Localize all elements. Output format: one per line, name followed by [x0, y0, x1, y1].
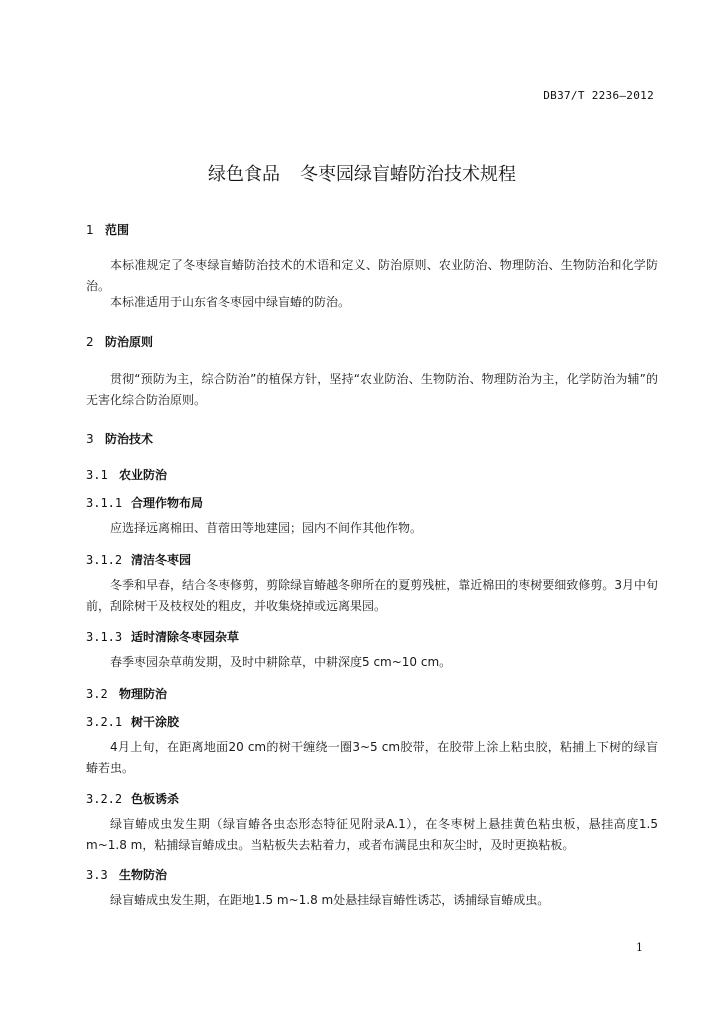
section-3-1-3-heading — [86, 628, 239, 645]
section-number: 3.2 — [86, 687, 108, 701]
section-number: 3 — [86, 432, 94, 446]
section-3-2-1-paragraph: 4月上旬，在距离地面20 cm的树干缠绕一圈3~5 cm胶带，在胶带上涂上粘虫胶，粘捕上下树的绿盲蝽若虫。 — [86, 740, 658, 775]
section-title: 合理作物布局 — [131, 496, 204, 510]
section-title: 防治技术 — [105, 432, 154, 446]
page-number: 1 — [636, 941, 643, 954]
section-3-heading — [86, 430, 153, 447]
section-title: 生物防治 — [119, 868, 168, 882]
section-3-1-2-paragraph: 冬季和早春，结合冬枣修剪，剪除绿盲蝽越冬卵所在的夏剪残桩，靠近棉田的枣树要细致修剪。3月中旬前，刮除树干及枝杈处的粗皮，并收集烧掉或远离果园。 — [86, 578, 658, 613]
section-number: 3.2.2 — [86, 792, 123, 806]
section-title: 清洁冬枣园 — [131, 553, 192, 567]
section-number: 2 — [86, 335, 94, 349]
document-title — [0, 160, 724, 186]
section-3-1-2-heading — [86, 551, 191, 568]
section-title: 适时清除冬枣园杂草 — [131, 630, 240, 644]
section-1-paragraph-1: 本标准规定了冬枣绿盲蝽防治技术的术语和定义、防治原则、农业防治、物理防治、生物防治和化学防治。 — [86, 258, 658, 293]
section-title: 防治原则 — [105, 335, 154, 349]
section-number: 3.3 — [86, 868, 108, 882]
section-number: 1 — [86, 223, 94, 237]
section-3-1-heading — [86, 466, 167, 483]
section-number: 3.1.3 — [86, 630, 123, 644]
section-number: 3.2.1 — [86, 715, 123, 729]
title-part-1: 绿色食品 — [208, 164, 280, 185]
section-title: 范围 — [105, 223, 130, 237]
title-part-2: 冬枣园绿盲蝽防治技术规程 — [300, 164, 516, 185]
section-2-paragraph-1: 贯彻“预防为主，综合防治”的植保方针，坚持“农业防治、生物防治、物理防治为主，化学防治为辅”的无害化综合防治原则。 — [86, 372, 658, 407]
section-title: 色板诱杀 — [131, 792, 180, 806]
section-3-1-1-paragraph: 应选择远离棉田、苜蓿田等地建园；园内不间作其他作物。 — [110, 521, 423, 535]
section-title: 物理防治 — [119, 687, 168, 701]
section-3-1-3-paragraph: 春季枣园杂草萌发期，及时中耕除草，中耕深度5 cm~10 cm。 — [110, 655, 452, 669]
section-3-3-heading — [86, 866, 167, 883]
section-title: 树干涂胶 — [131, 715, 180, 729]
section-3-2-2-paragraph: 绿盲蝽成虫发生期（绿盲蝽各虫态形态特征见附录A.1），在冬枣树上悬挂黄色粘虫板，悬挂高度1.5 m~1.8 m，粘捕绿盲蝽成虫。当粘板失去粘着力，或者布满昆虫和灰尘时，及时更换粘板。 — [86, 817, 658, 852]
section-number: 3.1.1 — [86, 496, 123, 510]
document-code: DB37/T 2236—2012 — [543, 89, 654, 102]
section-title: 农业防治 — [119, 468, 168, 482]
section-2-heading — [86, 333, 153, 350]
section-3-2-2-heading — [86, 790, 179, 807]
section-number: 3.1 — [86, 468, 108, 482]
section-3-1-1-heading — [86, 494, 203, 511]
section-1-paragraph-2: 本标准适用于山东省冬枣园中绿盲蝽的防治。 — [110, 295, 351, 309]
section-3-3-paragraph: 绿盲蝽成虫发生期，在距地1.5 m~1.8 m处悬挂绿盲蝽性诱芯，诱捕绿盲蝽成虫。 — [110, 893, 550, 907]
section-3-2-1-heading — [86, 713, 179, 730]
section-number: 3.1.2 — [86, 553, 123, 567]
section-3-2-heading — [86, 685, 167, 702]
section-1-heading — [86, 221, 129, 238]
